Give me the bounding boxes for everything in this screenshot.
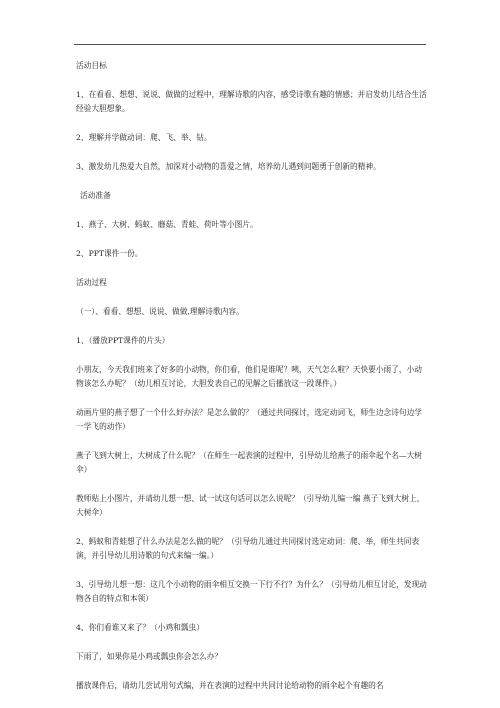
preparation-item-1: 1、燕子、大树、蚂蚁、蘑菇、青蛙、荷叶等小图片。 <box>76 220 258 229</box>
section-heading-preparation: 活动准备 <box>80 191 111 200</box>
process-paragraph: 下雨了，如果你是小鸡或瓢虫你会怎么办？ <box>76 652 223 661</box>
process-paragraph: 燕子飞到大树上，大树成了什么呢？（在师生一起表演的过程中，引导幼儿给燕子的雨伞起个名—大树伞） <box>76 451 422 474</box>
preparation-item-2: 2、PPT课件一份。 <box>76 249 143 258</box>
section-heading-goals: 活动目标 <box>76 61 107 70</box>
goal-item-1: 1、在看看、想想、说说、做做的过程中，理解诗歌的内容，感受诗歌有趣的情感；并启发幼儿结合生活经验大胆想象。 <box>76 90 427 113</box>
document-body <box>76 59 428 708</box>
process-paragraph: 动画片里的燕子想了一个什么好办法？是怎么做的？（通过共同探讨，选定动词飞，师生边念诗句边学一学飞的动作） <box>76 408 422 431</box>
process-paragraph: 播放课件后，请幼儿尝试用句式编，并在表演的过程中共同讨论给动物的雨伞起个有趣的名 <box>76 681 384 690</box>
header-rule <box>74 44 426 45</box>
process-part-1-heading: （一）、看看、想想、说说、做做,理解诗歌内容。 <box>76 307 244 316</box>
process-paragraph: 教师贴上小图片，并请幼儿想一想、试一试这句话可以怎么说呢？（引导幼儿编一编 燕子飞到大树上，大树伞） <box>76 494 425 517</box>
goal-item-3: 3、激发幼儿热爱大自然，加深对小动物的喜爱之情，培养幼儿遇到问题勇于创新的精神。 <box>76 162 381 171</box>
process-step-4: 4、你们看谁又来了？（小鸡和瓢虫） <box>76 623 204 632</box>
process-step-1: 1、（播放PPT课件的片头） <box>76 336 170 345</box>
process-step-2: 2、蚂蚁和青蛙想了什么办法是怎么做的呢？（引导幼儿通过共同探讨选定动词：爬、举，师生共同表演，并引导幼儿用诗歌的句式来编一编。） <box>76 537 420 560</box>
section-heading-process: 活动过程 <box>76 278 107 287</box>
goal-item-2: 2、理解并学做动词：爬、飞、举、钻。 <box>76 133 212 142</box>
process-step-3: 3、引导幼儿想一想：这几个小动物的雨伞相互交换一下行不行？为什么？（引导幼儿相互讨论，发现动物各自的特点和本领） <box>76 580 427 603</box>
process-paragraph: 小朋友，今天我们班来了好多的小动物，你们看，他们是谁呢？咦，天气怎么啦？天快要小雨了，小动物该怎么办呢？（幼儿相互讨论，大胆发表自己的见解之后播放这一段课件。） <box>76 365 422 388</box>
